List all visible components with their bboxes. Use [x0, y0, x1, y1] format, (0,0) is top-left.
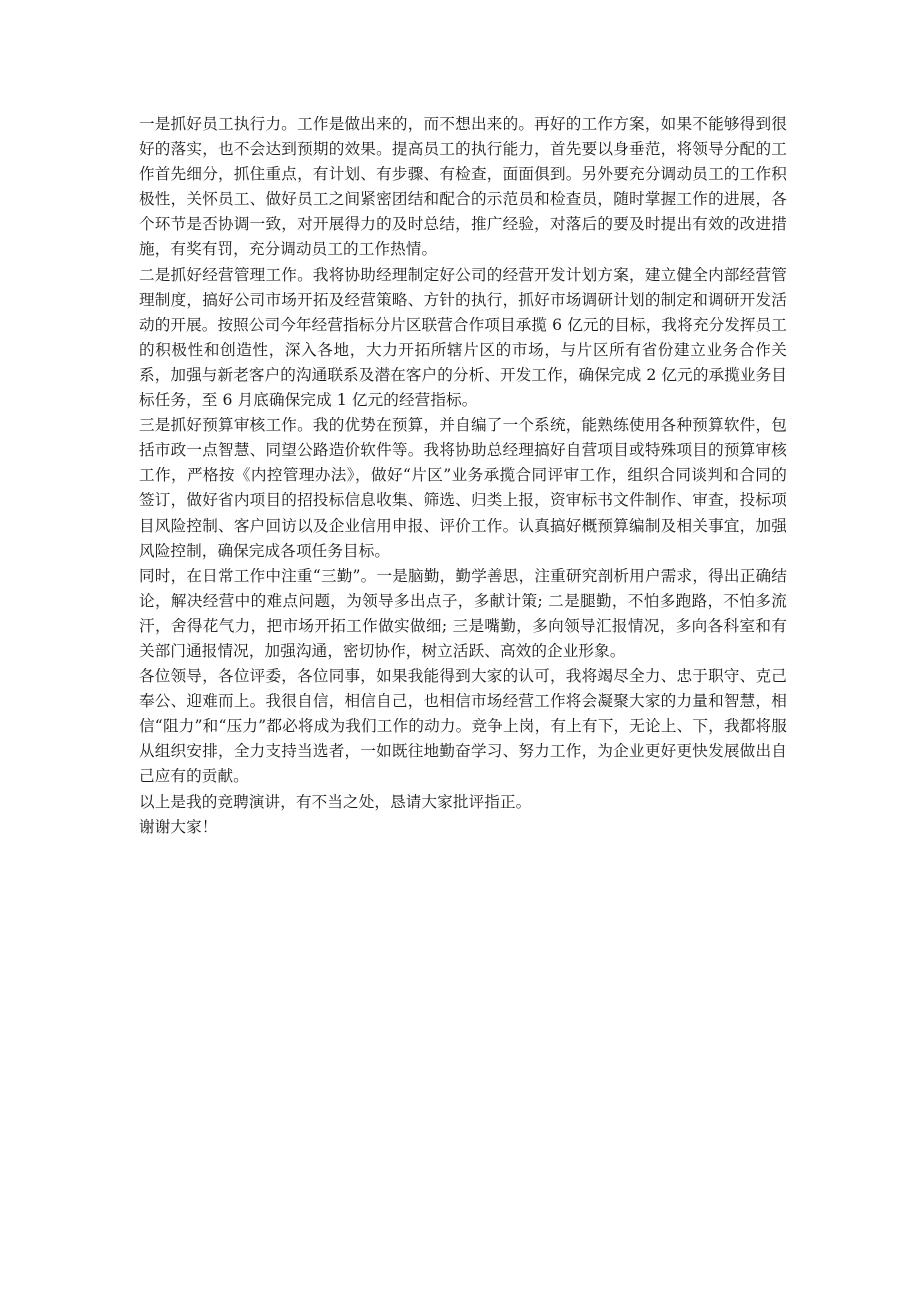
paragraph-operations-management: 二是抓好经营管理工作。我将协助经理制定好公司的经营开发计划方案，建立健全内部经营管理制度，搞好公司市场开拓及经营策略、方针的执行，抓好市场调研计划的制定和调研开发活动的开展。按照公司今年经营指标分片区联营合作项目承揽 6 亿元的目标，我将充分发挥员工的积极性和创造性，深入各地，大力开拓所辖片区的市场，与片区所有省份建立业务合作关系，加强与新老客户的沟通联系及潜在客户的分析、开发工作，确保完成 2 亿元的承揽业务目标任务，至 6 月底确保完成 1 亿元的经营指标。	[139, 265, 787, 410]
paragraph-commitment: 各位领导，各位评委，各位同事，如果我能得到大家的认可，我将竭尽全力、忠于职守、克己奉公、迎难而上。我很自信，相信自己，也相信市场经营工作将会凝聚大家的力量和智慧，相信“阻力”和“压力”都必将成为我们工作的动力。竞争上岗，有上有下，无论上、下，我都将服从组织安排，全力支持当选者，一如既往地勤奋学习、努力工作，为企业更好更快发展做出自己应有的贡献。	[139, 667, 787, 786]
paragraph-thanks: 谢谢大家！	[139, 817, 218, 836]
paragraph-three-diligences: 同时，在日常工作中注重“三勤”。一是脑勤，勤学善思，注重研究剖析用户需求，得出正确结论，解决经营中的难点问题，为领导多出点子，多献计策; 二是腿勤，不怕多跑路，不怕多流汗，舍得花气力，把市场开拓工作做实做细; 三是嘴勤，多向领导汇报情况，多向各科室和有关部门通报情况，加强沟通，密切协作，树立活跃、高效的企业形象。	[139, 566, 787, 660]
paragraph-closing: 以上是我的竞聘演讲，有不当之处，恳请大家批评指正。	[139, 792, 532, 811]
document-body	[139, 112, 787, 840]
paragraph-budget-review: 三是抓好预算审核工作。我的优势在预算，并自编了一个系统，能熟练使用各种预算软件，包括市政一点智慧、同望公路造价软件等。我将协助总经理搞好自营项目或特殊项目的预算审核工作，严格按《内控管理办法》，做好“片区”业务承揽合同评审工作，组织合同谈判和合同的签订，做好省内项目的招投标信息收集、筛选、归类上报，资审标书文件制作、审查，投标项目风险控制、客户回访以及企业信用申报、评价工作。认真搞好概预算编制及相关事宜，加强风险控制，确保完成各项任务目标。	[139, 416, 787, 560]
paragraph-execution: 一是抓好员工执行力。工作是做出来的，而不想出来的。再好的工作方案，如果不能够得到很好的落实，也不会达到预期的效果。提高员工的执行能力，首先要以身垂范，将领导分配的工作首先细分，抓住重点，有计划、有步骤、有检查，面面俱到。另外要充分调动员工的工作积极性，关怀员工、做好员工之间紧密团结和配合的示范员和检查员，随时掌握工作的进展，各个环节是否协调一致，对开展得力的及时总结，推广经验，对落后的要及时提出有效的改进措施，有奖有罚，充分调动员工的工作热情。	[139, 115, 787, 259]
